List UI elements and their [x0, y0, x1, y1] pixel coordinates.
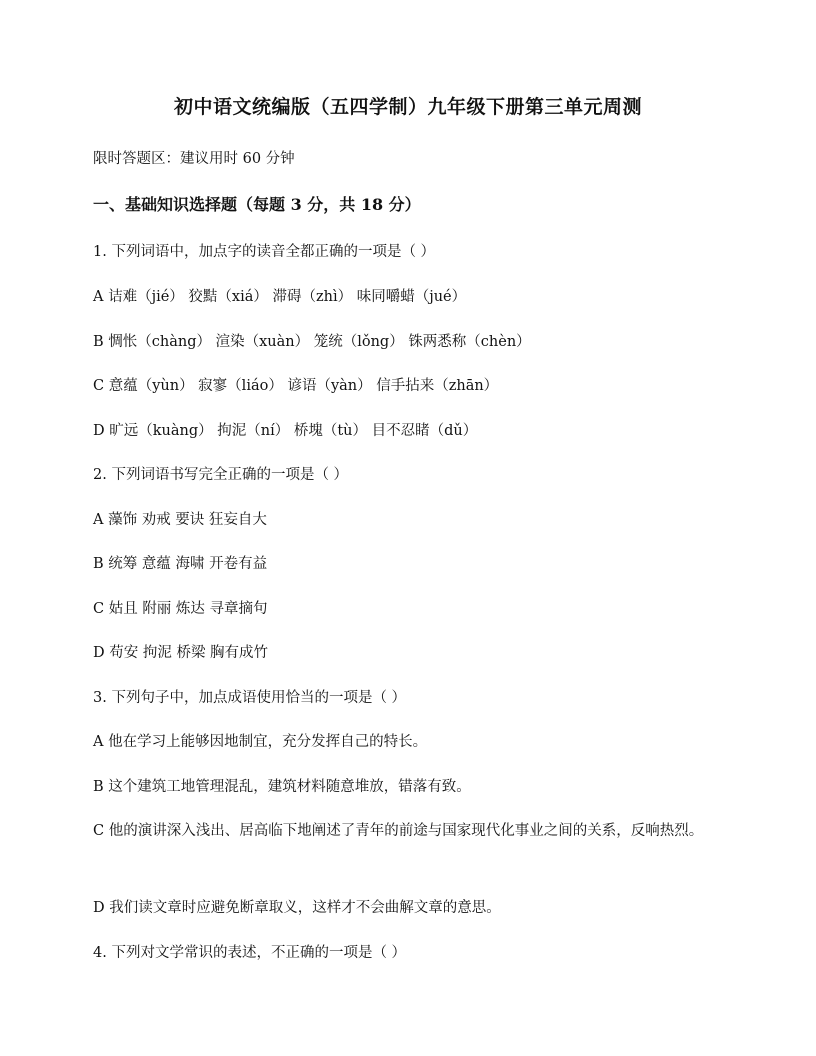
question-1-option-c: C 意蕴（yùn） 寂寥（liáo） 谚语（yàn） 信手拈来（zhān） [93, 378, 499, 394]
section-heading: 一、基础知识选择题（每题 3 分，共 18 分） [93, 195, 421, 214]
question-3-option-a: A 他在学习上能够因地制宜，充分发挥自己的特长。 [93, 734, 428, 750]
question-3-option-c: C 他的演讲深入浅出、居高临下地阐述了青年的前途与国家现代化事业之间的关系，反响热烈。 [93, 823, 704, 839]
question-2-stem: 2. 下列词语书写完全正确的一项是（ ） [93, 467, 349, 483]
question-4-stem: 4. 下列对文学常识的表述，不正确的一项是（ ） [93, 945, 407, 961]
question-1-stem: 1. 下列词语中，加点字的读音全都正确的一项是（ ） [93, 244, 436, 260]
question-3-stem: 3. 下列句子中，加点成语使用恰当的一项是（ ） [93, 690, 407, 706]
question-2-option-a: A 藻饰 劝戒 要诀 狂妄自大 [93, 512, 267, 528]
question-2-option-c: C 姑且 附丽 炼达 寻章摘句 [93, 601, 268, 617]
time-note: 限时答题区：建议用时 60 分钟 [93, 151, 295, 167]
question-3-option-d: D 我们读文章时应避免断章取义，这样才不会曲解文章的意思。 [93, 900, 501, 916]
question-2-option-d: D 苟安 拘泥 桥梁 胸有成竹 [93, 645, 269, 661]
question-1-option-a: A 诘难（jié） 狡黠（xiá） 滞碍（zhì） 味同嚼蜡（jué） [93, 289, 467, 305]
question-1-option-d: D 旷远（kuàng） 拘泥（ní） 桥塊（tù） 目不忍睹（dǔ） [93, 423, 478, 439]
question-3-option-b: B 这个建筑工地管理混乱，建筑材料随意堆放，错落有致。 [93, 779, 471, 795]
question-1-option-b: B 惆怅（chàng） 渲染（xuàn） 笼统（lǒng） 铢两悉称（chèn） [93, 334, 531, 350]
document-title: 初中语文统编版（五四学制）九年级下册第三单元周测 [173, 96, 642, 118]
question-2-option-b: B 统筹 意蕴 海啸 开卷有益 [93, 556, 268, 572]
